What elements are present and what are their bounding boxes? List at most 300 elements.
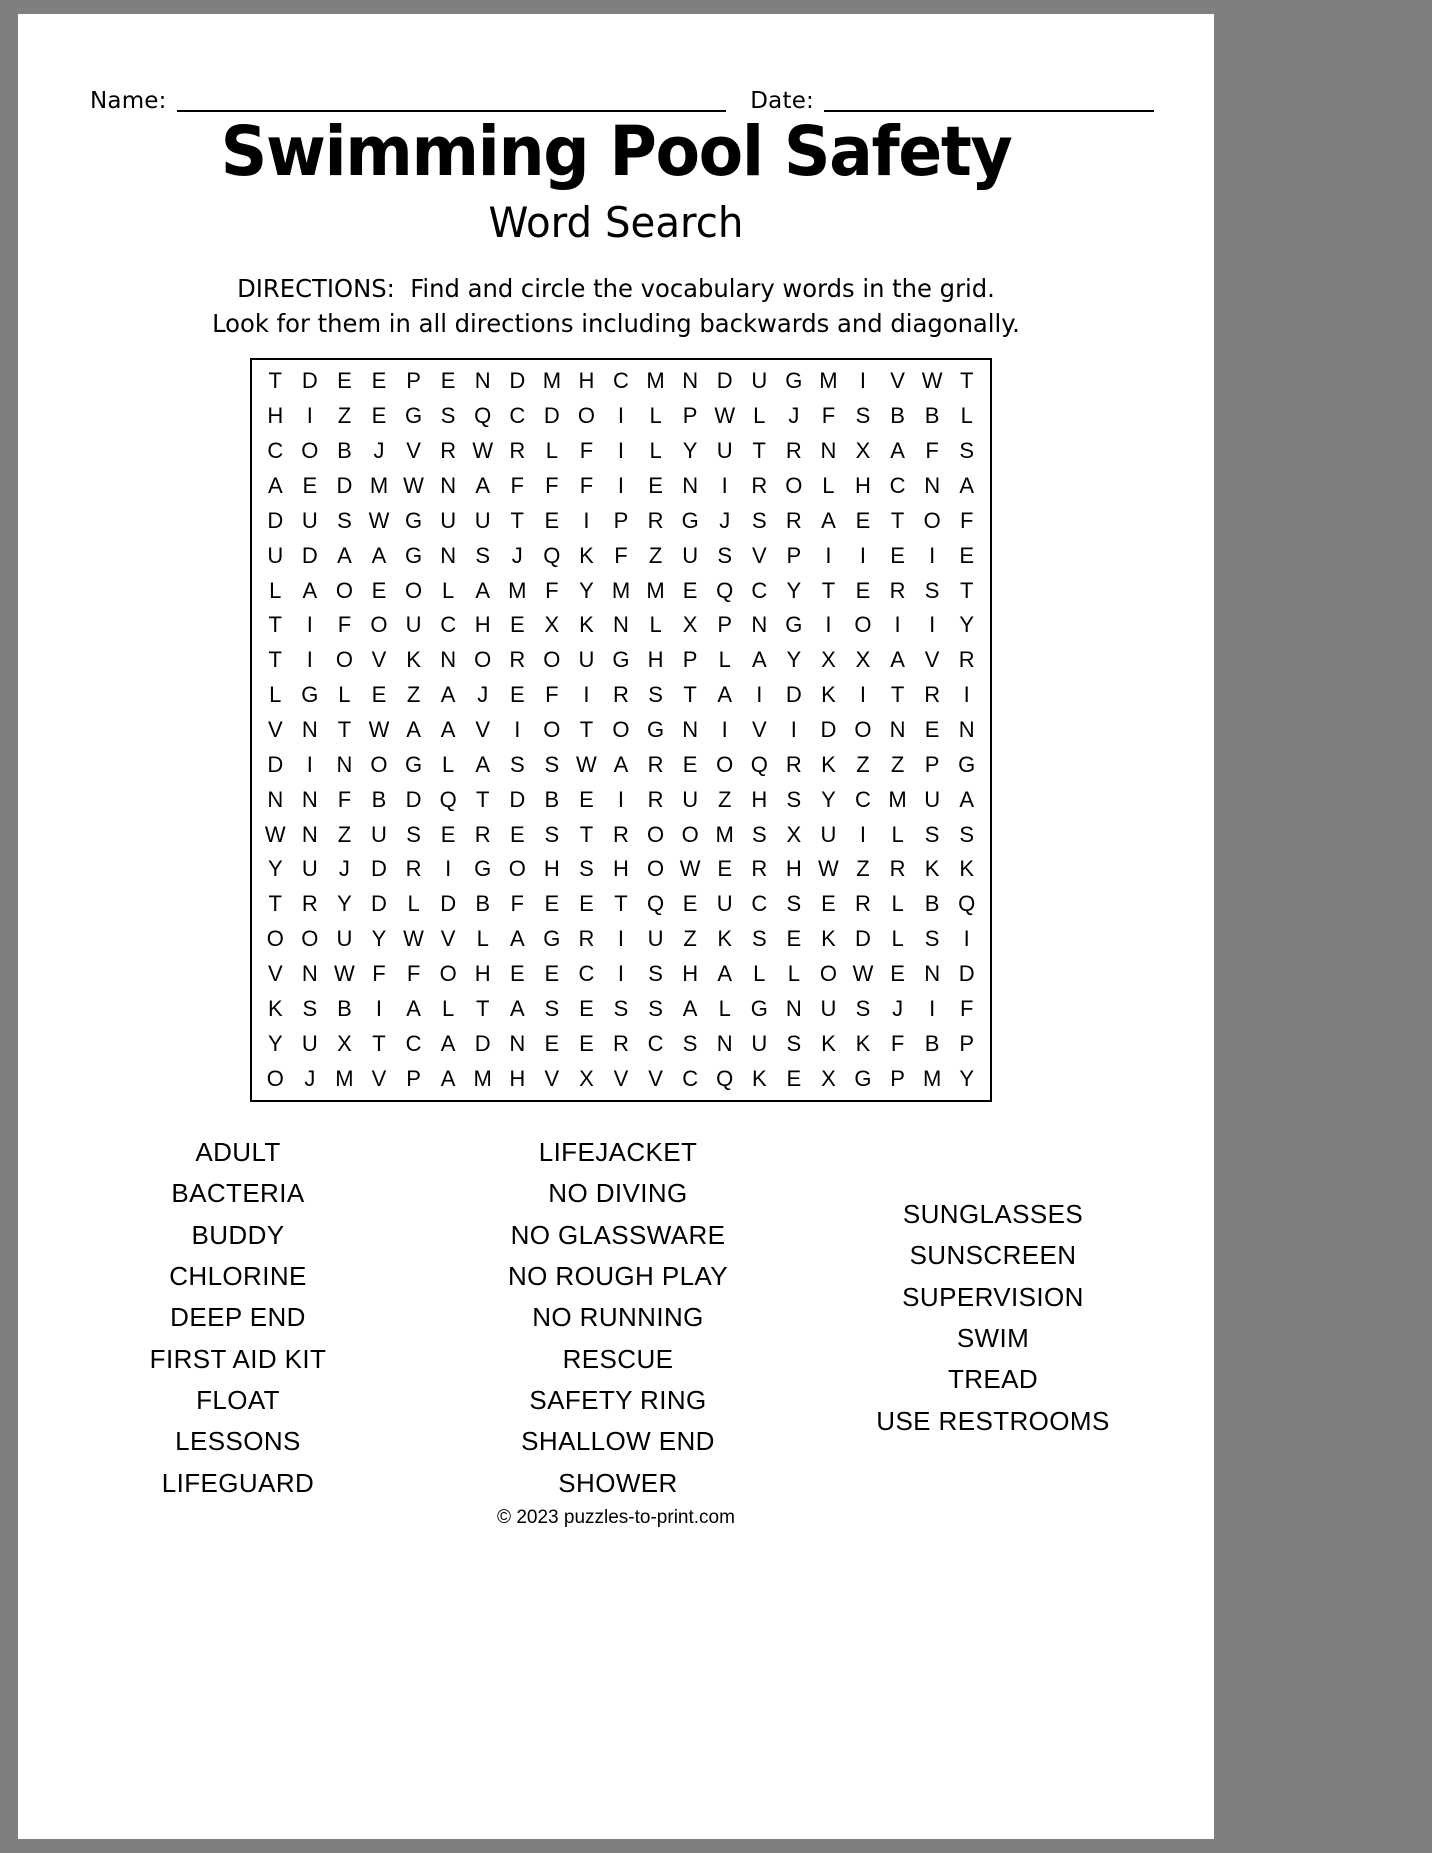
- grid-cell[interactable]: S: [337, 507, 352, 533]
- grid-cell[interactable]: E: [509, 612, 525, 638]
- grid-cell[interactable]: O: [647, 821, 665, 847]
- word-list-item[interactable]: SUPERVISION: [902, 1281, 1084, 1312]
- grid-cell[interactable]: R: [613, 821, 629, 847]
- grid-cell[interactable]: T: [337, 716, 352, 742]
- grid-cell[interactable]: K: [924, 856, 940, 882]
- grid-cell[interactable]: T: [752, 438, 766, 464]
- grid-cell[interactable]: L: [545, 438, 558, 464]
- grid-cell[interactable]: T: [475, 786, 490, 812]
- grid-cell[interactable]: E: [855, 507, 871, 533]
- grid-cell[interactable]: G: [405, 751, 423, 777]
- grid-cell[interactable]: A: [717, 960, 733, 986]
- grid-cell[interactable]: Q: [958, 891, 976, 917]
- grid-cell[interactable]: L: [891, 926, 904, 952]
- grid-cell[interactable]: A: [717, 682, 733, 708]
- grid-cell[interactable]: A: [440, 1030, 456, 1056]
- grid-cell[interactable]: H: [785, 856, 802, 882]
- grid-cell[interactable]: O: [681, 821, 699, 847]
- grid-cell[interactable]: Q: [439, 786, 457, 812]
- grid-cell[interactable]: V: [267, 716, 283, 742]
- grid-cell[interactable]: O: [301, 926, 319, 952]
- grid-cell[interactable]: P: [406, 368, 421, 394]
- grid-cell[interactable]: R: [855, 891, 871, 917]
- grid-cell[interactable]: X: [821, 1065, 836, 1091]
- grid-cell[interactable]: E: [855, 577, 871, 603]
- grid-cell[interactable]: I: [583, 507, 590, 533]
- grid-cell[interactable]: I: [617, 472, 625, 498]
- grid-cell[interactable]: A: [440, 682, 456, 708]
- grid-cell[interactable]: A: [371, 542, 387, 568]
- grid-cell[interactable]: E: [371, 577, 387, 603]
- grid-cell[interactable]: U: [716, 891, 733, 917]
- grid-cell[interactable]: U: [336, 926, 353, 952]
- grid-cell[interactable]: F: [821, 403, 836, 429]
- grid-cell[interactable]: R: [647, 751, 664, 777]
- grid-cell[interactable]: J: [719, 507, 731, 533]
- grid-cell[interactable]: A: [267, 472, 283, 498]
- grid-cell[interactable]: S: [959, 438, 975, 464]
- grid-cell[interactable]: Y: [959, 612, 975, 638]
- grid-cell[interactable]: Y: [786, 647, 802, 673]
- grid-cell[interactable]: T: [683, 682, 697, 708]
- grid-cell[interactable]: N: [924, 472, 941, 498]
- grid-cell[interactable]: W: [714, 403, 736, 429]
- grid-cell[interactable]: S: [579, 856, 594, 882]
- grid-cell[interactable]: C: [889, 472, 906, 498]
- grid-cell[interactable]: A: [440, 716, 456, 742]
- grid-cell[interactable]: M: [611, 577, 631, 603]
- grid-cell[interactable]: O: [335, 647, 353, 673]
- grid-cell[interactable]: C: [405, 1030, 422, 1056]
- grid-cell[interactable]: J: [892, 995, 904, 1021]
- grid-cell[interactable]: B: [890, 403, 905, 429]
- grid-cell[interactable]: H: [543, 856, 560, 882]
- grid-cell[interactable]: P: [890, 1065, 905, 1091]
- grid-cell[interactable]: V: [924, 647, 940, 673]
- grid-cell[interactable]: S: [302, 995, 318, 1021]
- grid-cell[interactable]: C: [751, 891, 768, 917]
- grid-cell[interactable]: L: [649, 612, 662, 638]
- word-list-item[interactable]: LIFEGUARD: [161, 1467, 315, 1498]
- grid-cell[interactable]: L: [718, 995, 731, 1021]
- grid-cell[interactable]: Z: [717, 786, 732, 812]
- grid-cell[interactable]: R: [405, 856, 422, 882]
- grid-cell[interactable]: O: [508, 856, 526, 882]
- grid-cell[interactable]: L: [649, 403, 662, 429]
- grid-cell[interactable]: Z: [856, 751, 870, 777]
- grid-cell[interactable]: A: [682, 995, 698, 1021]
- grid-cell[interactable]: V: [751, 716, 767, 742]
- grid-cell[interactable]: V: [371, 1065, 387, 1091]
- grid-cell[interactable]: V: [648, 1065, 663, 1091]
- grid-cell[interactable]: A: [406, 995, 421, 1021]
- grid-cell[interactable]: A: [475, 577, 491, 603]
- grid-cell[interactable]: W: [576, 751, 597, 777]
- word-list-item[interactable]: NO RUNNING: [532, 1302, 704, 1333]
- grid-cell[interactable]: L: [891, 891, 904, 917]
- grid-cell[interactable]: F: [510, 891, 524, 917]
- grid-cell[interactable]: S: [544, 751, 560, 777]
- grid-cell[interactable]: Q: [716, 577, 734, 603]
- grid-cell[interactable]: M: [335, 1065, 354, 1091]
- grid-cell[interactable]: R: [751, 856, 768, 882]
- grid-cell[interactable]: B: [475, 891, 491, 917]
- grid-cell[interactable]: C: [267, 438, 284, 464]
- grid-cell[interactable]: E: [440, 821, 456, 847]
- grid-cell[interactable]: D: [440, 891, 457, 917]
- grid-cell[interactable]: U: [301, 507, 318, 533]
- grid-cell[interactable]: T: [372, 1030, 386, 1056]
- grid-cell[interactable]: G: [854, 1065, 872, 1091]
- word-list-item[interactable]: SUNGLASSES: [902, 1199, 1084, 1229]
- grid-cell[interactable]: E: [371, 368, 387, 394]
- grid-cell[interactable]: R: [301, 891, 318, 917]
- grid-cell[interactable]: I: [721, 472, 728, 498]
- grid-cell[interactable]: B: [924, 1030, 940, 1056]
- grid-cell[interactable]: F: [579, 472, 594, 498]
- grid-cell[interactable]: K: [959, 856, 975, 882]
- grid-cell[interactable]: A: [302, 577, 318, 603]
- grid-cell[interactable]: E: [371, 682, 387, 708]
- grid-cell[interactable]: M: [369, 472, 389, 498]
- grid-cell[interactable]: S: [717, 542, 733, 568]
- grid-cell[interactable]: I: [859, 821, 867, 847]
- grid-cell[interactable]: K: [579, 612, 594, 638]
- grid-cell[interactable]: S: [924, 926, 940, 952]
- grid-cell[interactable]: V: [475, 716, 491, 742]
- grid-cell[interactable]: D: [267, 751, 284, 777]
- grid-cell[interactable]: K: [717, 926, 733, 952]
- grid-cell[interactable]: I: [756, 682, 763, 708]
- grid-cell[interactable]: I: [306, 612, 313, 638]
- grid-cell[interactable]: T: [614, 891, 628, 917]
- grid-cell[interactable]: S: [924, 577, 940, 603]
- grid-cell[interactable]: U: [751, 1030, 768, 1056]
- grid-cell[interactable]: T: [959, 368, 974, 394]
- grid-cell[interactable]: U: [751, 368, 768, 394]
- grid-cell[interactable]: E: [682, 891, 698, 917]
- grid-cell[interactable]: S: [648, 682, 663, 708]
- grid-cell[interactable]: R: [613, 682, 629, 708]
- grid-cell[interactable]: H: [682, 960, 699, 986]
- grid-cell[interactable]: F: [579, 438, 594, 464]
- grid-cell[interactable]: C: [578, 960, 595, 986]
- grid-cell[interactable]: D: [820, 716, 837, 742]
- grid-cell[interactable]: D: [301, 368, 318, 394]
- grid-cell[interactable]: F: [545, 472, 559, 498]
- grid-cell[interactable]: W: [264, 821, 286, 847]
- grid-cell[interactable]: O: [923, 507, 941, 533]
- grid-cell[interactable]: E: [440, 368, 456, 394]
- grid-cell[interactable]: V: [544, 1065, 560, 1091]
- word-list-item[interactable]: TREAD: [947, 1364, 1039, 1395]
- word-list-item[interactable]: CHLORINE: [169, 1260, 307, 1291]
- grid-cell[interactable]: F: [545, 577, 559, 603]
- grid-cell[interactable]: S: [751, 926, 767, 952]
- grid-cell[interactable]: J: [788, 403, 800, 429]
- grid-cell[interactable]: I: [859, 682, 867, 708]
- grid-cell[interactable]: W: [679, 856, 701, 882]
- grid-cell[interactable]: A: [406, 716, 421, 742]
- word-list-item[interactable]: SAFETY RING: [529, 1384, 707, 1415]
- grid-cell[interactable]: G: [405, 542, 423, 568]
- word-list-item[interactable]: SHOWER: [558, 1467, 678, 1498]
- grid-cell[interactable]: M: [473, 1065, 492, 1091]
- word-list-item[interactable]: FIRST AID KIT: [149, 1343, 327, 1374]
- grid-cell[interactable]: H: [647, 647, 664, 673]
- grid-cell[interactable]: W: [472, 438, 494, 464]
- grid-cell[interactable]: I: [894, 612, 901, 638]
- grid-cell[interactable]: Y: [267, 1030, 283, 1056]
- grid-cell[interactable]: L: [753, 403, 766, 429]
- grid-cell[interactable]: G: [958, 751, 976, 777]
- grid-cell[interactable]: R: [647, 786, 664, 812]
- grid-cell[interactable]: R: [509, 438, 526, 464]
- grid-cell[interactable]: N: [301, 716, 318, 742]
- grid-cell[interactable]: D: [336, 472, 353, 498]
- grid-cell[interactable]: K: [579, 542, 594, 568]
- grid-cell[interactable]: A: [959, 472, 975, 498]
- grid-cell[interactable]: Z: [337, 821, 352, 847]
- grid-cell[interactable]: V: [440, 926, 456, 952]
- grid-cell[interactable]: S: [786, 786, 802, 812]
- grid-cell[interactable]: J: [477, 682, 489, 708]
- grid-cell[interactable]: O: [439, 960, 457, 986]
- grid-cell[interactable]: O: [612, 716, 630, 742]
- grid-cell[interactable]: R: [889, 577, 906, 603]
- grid-cell[interactable]: W: [403, 926, 424, 952]
- grid-cell[interactable]: H: [267, 403, 284, 429]
- grid-cell[interactable]: K: [821, 1030, 836, 1056]
- grid-cell[interactable]: N: [301, 960, 318, 986]
- grid-cell[interactable]: T: [821, 577, 836, 603]
- grid-cell[interactable]: F: [337, 786, 352, 812]
- grid-cell[interactable]: K: [406, 647, 421, 673]
- grid-cell[interactable]: O: [819, 960, 837, 986]
- grid-cell[interactable]: L: [269, 577, 282, 603]
- grid-cell[interactable]: U: [405, 612, 422, 638]
- grid-cell[interactable]: R: [647, 507, 664, 533]
- grid-cell[interactable]: O: [716, 751, 734, 777]
- grid-cell[interactable]: Q: [474, 403, 492, 429]
- grid-cell[interactable]: C: [647, 1030, 664, 1056]
- grid-cell[interactable]: B: [544, 786, 560, 812]
- grid-cell[interactable]: A: [959, 786, 975, 812]
- grid-cell[interactable]: E: [682, 751, 698, 777]
- grid-cell[interactable]: F: [545, 682, 559, 708]
- word-list-item[interactable]: RESCUE: [562, 1343, 674, 1374]
- grid-cell[interactable]: L: [787, 960, 800, 986]
- grid-cell[interactable]: X: [855, 438, 871, 464]
- grid-cell[interactable]: E: [924, 716, 940, 742]
- grid-cell[interactable]: I: [963, 682, 970, 708]
- grid-cell[interactable]: Y: [959, 1065, 975, 1091]
- grid-cell[interactable]: T: [579, 716, 594, 742]
- grid-cell[interactable]: G: [785, 612, 803, 638]
- grid-cell[interactable]: J: [304, 1065, 316, 1091]
- grid-cell[interactable]: T: [268, 612, 282, 638]
- grid-cell[interactable]: S: [855, 403, 871, 429]
- grid-cell[interactable]: Y: [786, 577, 802, 603]
- grid-cell[interactable]: K: [855, 1030, 871, 1056]
- grid-cell[interactable]: D: [543, 403, 560, 429]
- grid-cell[interactable]: U: [301, 856, 318, 882]
- grid-cell[interactable]: I: [790, 716, 797, 742]
- grid-cell[interactable]: H: [474, 960, 491, 986]
- grid-cell[interactable]: R: [785, 438, 802, 464]
- grid-cell[interactable]: E: [509, 960, 525, 986]
- grid-cell[interactable]: E: [371, 403, 387, 429]
- grid-cell[interactable]: X: [544, 612, 560, 638]
- grid-cell[interactable]: N: [682, 368, 699, 394]
- grid-cell[interactable]: L: [338, 682, 351, 708]
- grid-cell[interactable]: C: [509, 403, 526, 429]
- grid-cell[interactable]: E: [579, 995, 594, 1021]
- grid-cell[interactable]: E: [579, 891, 594, 917]
- grid-cell[interactable]: F: [406, 960, 421, 986]
- grid-cell[interactable]: D: [785, 682, 802, 708]
- grid-cell[interactable]: Y: [337, 891, 352, 917]
- grid-cell[interactable]: G: [301, 682, 319, 708]
- grid-cell[interactable]: U: [440, 507, 457, 533]
- grid-cell[interactable]: S: [613, 995, 629, 1021]
- grid-cell[interactable]: T: [959, 577, 974, 603]
- grid-cell[interactable]: K: [821, 682, 836, 708]
- grid-cell[interactable]: U: [820, 821, 837, 847]
- word-list-item[interactable]: NO DIVING: [548, 1178, 688, 1209]
- grid-cell[interactable]: I: [306, 403, 313, 429]
- grid-cell[interactable]: K: [751, 1065, 767, 1091]
- grid-cell[interactable]: S: [751, 507, 767, 533]
- grid-cell[interactable]: Y: [682, 438, 698, 464]
- grid-cell[interactable]: V: [371, 647, 387, 673]
- grid-cell[interactable]: E: [648, 472, 663, 498]
- grid-cell[interactable]: A: [613, 751, 629, 777]
- grid-cell[interactable]: E: [544, 1030, 560, 1056]
- grid-cell[interactable]: B: [924, 403, 940, 429]
- grid-cell[interactable]: P: [786, 542, 802, 568]
- grid-cell[interactable]: A: [821, 507, 836, 533]
- grid-cell[interactable]: N: [440, 542, 457, 568]
- word-list-item[interactable]: BUDDY: [191, 1219, 285, 1250]
- grid-cell[interactable]: W: [403, 472, 424, 498]
- grid-cell[interactable]: P: [406, 1065, 421, 1091]
- grid-cell[interactable]: R: [785, 751, 802, 777]
- grid-cell[interactable]: D: [855, 926, 871, 952]
- word-list-item[interactable]: SWIM: [956, 1322, 1030, 1353]
- grid-cell[interactable]: G: [612, 647, 630, 673]
- grid-cell[interactable]: Q: [750, 751, 768, 777]
- grid-cell[interactable]: G: [647, 716, 665, 742]
- grid-cell[interactable]: I: [306, 647, 313, 673]
- grid-cell[interactable]: G: [681, 507, 699, 533]
- grid-cell[interactable]: R: [889, 856, 906, 882]
- grid-cell[interactable]: K: [821, 751, 836, 777]
- grid-cell[interactable]: O: [785, 472, 803, 498]
- grid-cell[interactable]: U: [371, 821, 387, 847]
- grid-cell[interactable]: U: [716, 438, 733, 464]
- grid-cell[interactable]: E: [509, 821, 525, 847]
- grid-cell[interactable]: O: [405, 577, 423, 603]
- grid-cell[interactable]: E: [544, 507, 560, 533]
- grid-cell[interactable]: R: [751, 472, 768, 498]
- grid-cell[interactable]: M: [646, 368, 665, 394]
- grid-cell[interactable]: X: [786, 821, 802, 847]
- grid-cell[interactable]: E: [821, 891, 836, 917]
- word-list-item[interactable]: NO GLASSWARE: [510, 1219, 726, 1250]
- grid-cell[interactable]: A: [509, 926, 525, 952]
- grid-cell[interactable]: U: [924, 786, 941, 812]
- grid-cell[interactable]: S: [682, 1030, 698, 1056]
- grid-cell[interactable]: C: [440, 612, 457, 638]
- grid-cell[interactable]: U: [820, 995, 837, 1021]
- grid-cell[interactable]: U: [682, 542, 699, 568]
- grid-cell[interactable]: L: [442, 577, 455, 603]
- grid-cell[interactable]: O: [647, 856, 665, 882]
- grid-cell[interactable]: F: [925, 438, 939, 464]
- grid-cell[interactable]: S: [855, 995, 871, 1021]
- grid-cell[interactable]: E: [579, 1030, 594, 1056]
- grid-cell[interactable]: H: [751, 786, 768, 812]
- grid-cell[interactable]: F: [337, 612, 352, 638]
- word-list-item[interactable]: SHALLOW END: [521, 1426, 715, 1457]
- grid-cell[interactable]: P: [682, 647, 698, 673]
- grid-cell[interactable]: S: [440, 403, 456, 429]
- grid-cell[interactable]: L: [649, 438, 662, 464]
- grid-cell[interactable]: N: [440, 647, 457, 673]
- grid-cell[interactable]: E: [786, 926, 802, 952]
- grid-cell[interactable]: G: [405, 507, 423, 533]
- grid-cell[interactable]: X: [337, 1030, 352, 1056]
- grid-cell[interactable]: W: [921, 368, 943, 394]
- grid-cell[interactable]: W: [852, 960, 874, 986]
- grid-cell[interactable]: Y: [821, 786, 836, 812]
- grid-cell[interactable]: J: [511, 542, 523, 568]
- grid-cell[interactable]: L: [822, 472, 835, 498]
- grid-cell[interactable]: E: [717, 856, 733, 882]
- grid-cell[interactable]: S: [544, 821, 560, 847]
- grid-cell[interactable]: I: [617, 403, 625, 429]
- grid-cell[interactable]: Y: [267, 856, 283, 882]
- grid-cell[interactable]: A: [440, 1065, 456, 1091]
- grid-cell[interactable]: N: [440, 472, 457, 498]
- grid-cell[interactable]: N: [889, 716, 906, 742]
- grid-cell[interactable]: I: [617, 960, 625, 986]
- grid-cell[interactable]: U: [578, 647, 595, 673]
- grid-cell[interactable]: I: [859, 542, 867, 568]
- grid-cell[interactable]: V: [890, 368, 905, 394]
- grid-cell[interactable]: W: [368, 507, 390, 533]
- grid-cell[interactable]: I: [583, 682, 590, 708]
- grid-cell[interactable]: C: [682, 1065, 699, 1091]
- grid-cell[interactable]: E: [302, 472, 318, 498]
- word-list-item[interactable]: USE RESTROOMS: [876, 1405, 1110, 1436]
- grid-cell[interactable]: S: [751, 821, 767, 847]
- grid-cell[interactable]: E: [786, 1065, 802, 1091]
- grid-cell[interactable]: I: [617, 926, 625, 952]
- grid-cell[interactable]: O: [854, 612, 872, 638]
- grid-cell[interactable]: W: [334, 960, 355, 986]
- grid-cell[interactable]: F: [959, 507, 974, 533]
- grid-cell[interactable]: M: [646, 577, 665, 603]
- grid-cell[interactable]: U: [301, 1030, 318, 1056]
- grid-cell[interactable]: P: [613, 507, 629, 533]
- grid-cell[interactable]: H: [855, 472, 871, 498]
- grid-cell[interactable]: O: [577, 403, 595, 429]
- grid-cell[interactable]: X: [855, 647, 871, 673]
- grid-cell[interactable]: O: [266, 926, 284, 952]
- grid-cell[interactable]: M: [922, 1065, 942, 1091]
